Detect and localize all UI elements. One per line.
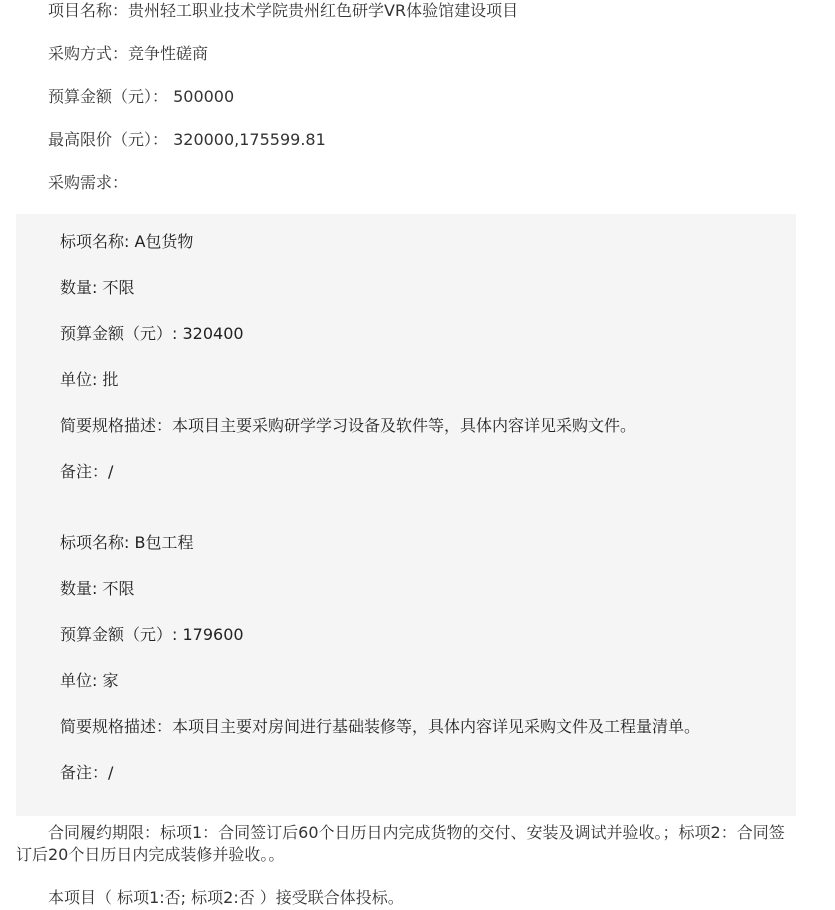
consortium-text: 本项目（ 标项1:否; 标项2:否 ）接受联合体投标。 — [48, 888, 404, 907]
lot-b-name: 标项名称: B包工程 — [60, 533, 194, 552]
lot-b-quantity: 数量: 不限 — [60, 579, 135, 598]
max-price: 最高限价（元）： 320000,175599.81 — [48, 130, 326, 149]
lot-b-note: 备注：/ — [60, 763, 114, 782]
contract-period-text: 合同履约期限：标项1：合同签订后60个日历日内完成货物的交付、安装及调试并验收。；标项2：合同签订后20个日历日内完成装修并验收。。 — [16, 823, 785, 864]
contract-period-paragraph — [16, 822, 796, 866]
lot-a-note: 备注：/ — [60, 462, 114, 481]
consortium-paragraph — [16, 887, 796, 909]
requirement-label: 采购需求： — [48, 173, 129, 192]
lot-b-budget: 预算金额（元）: 179600 — [60, 625, 244, 644]
lot-a-spec: 简要规格描述：本项目主要采购研学学习设备及软件等，具体内容详见采购文件。 — [60, 416, 637, 435]
budget-amount: 预算金额（元）： 500000 — [48, 87, 235, 106]
lot-a-budget: 预算金额（元）: 320400 — [60, 324, 244, 343]
lot-a-quantity: 数量: 不限 — [60, 278, 135, 297]
lot-a-name: 标项名称: A包货物 — [60, 232, 194, 251]
lot-b-spec: 简要规格描述：本项目主要对房间进行基础装修等，具体内容详见采购文件及工程量清单。 — [60, 717, 701, 736]
project-name: 项目名称：贵州轻工职业技术学院贵州红色研学VR体验馆建设项目 — [48, 1, 519, 20]
lot-b-unit: 单位: 家 — [60, 671, 119, 690]
requirements-panel — [16, 214, 796, 816]
lot-a-unit: 单位: 批 — [60, 370, 119, 389]
procurement-method: 采购方式：竞争性磋商 — [48, 44, 209, 63]
